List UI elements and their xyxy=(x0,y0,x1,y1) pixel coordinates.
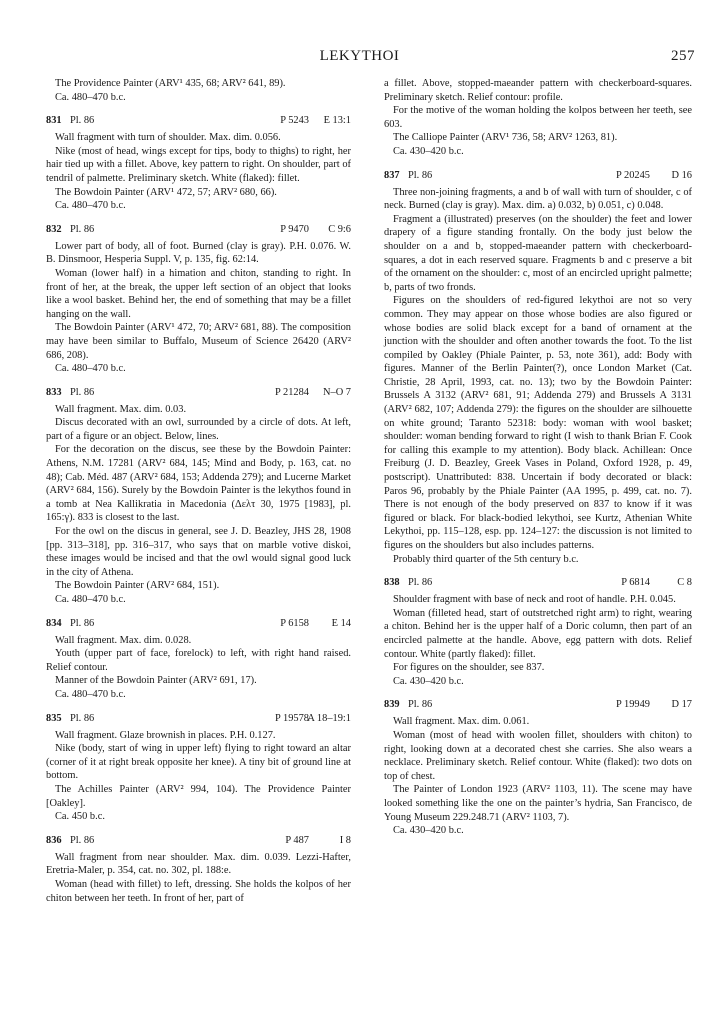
catalogue-entry xyxy=(46,834,351,905)
entry-header xyxy=(46,223,351,237)
running-title: LEKYTHOI xyxy=(319,48,400,64)
intro-date: Ca. 480–470 b.c. xyxy=(55,91,126,103)
grid-location: E 14 xyxy=(331,617,351,629)
entry-header xyxy=(46,712,351,726)
grid-location: I 8 xyxy=(339,834,351,846)
inventory-number: P 5243 xyxy=(280,115,309,127)
entry-paragraph: Woman (filleted head, start of outstretched right arm) to right, wearing a chiton. Behind her is the upper half of a Doric column, then part of an encircled palmette at the handle. Above, egg pattern with dots. Relief contour. White (partly flaked): fillet. xyxy=(384,607,692,660)
plate-reference: Pl. 86 xyxy=(70,617,95,629)
entry-paragraph: Three non-joining fragments, a and b of wall with turn of shoulder, c of neck. Burned (clay is gray). Max. dim. a) 0.032, b) 0.051, c) 0.048. xyxy=(384,186,692,212)
entry-date: Ca. 480–470 b.c. xyxy=(55,363,126,375)
entry-paragraph: For figures on the shoulder, see 837. xyxy=(393,662,545,674)
entry-header xyxy=(46,834,351,848)
catalogue-number: 839 xyxy=(384,699,400,711)
grid-location: D 17 xyxy=(671,699,692,711)
grid-location: N–O 7 xyxy=(323,386,351,398)
page-number: 257 xyxy=(671,48,695,64)
entry-paragraph: Wall fragment from near shoulder. Max. dim. 0.039. Lezzi-Hafter, Eretria-Maler, p. 354, cat. no. 302, pl. 188:e. xyxy=(46,851,351,877)
catalogue-entry xyxy=(384,698,692,837)
catalogue-number: 832 xyxy=(46,223,62,235)
plate-reference: Pl. 86 xyxy=(70,115,95,127)
entry-paragraph: The Bowdoin Painter (ARV² 684, 151). xyxy=(55,580,220,592)
plate-reference: Pl. 86 xyxy=(70,834,95,846)
entry-paragraph: Wall fragment. Max. dim. 0.061. xyxy=(393,716,530,728)
entry-header xyxy=(384,576,692,590)
entry-date: Ca. 480–470 b.c. xyxy=(55,200,126,212)
grid-location: A 18–19:1 xyxy=(307,712,351,724)
grid-location: C 8 xyxy=(677,577,692,589)
plate-reference: Pl. 86 xyxy=(408,169,433,181)
catalogue-number: 831 xyxy=(46,115,62,127)
entry-paragraph: Figures on the shoulders of red-figured lekythoi are not so very common. They may appear on those whose bodies are also figured or whose bodies are solid black except for a band of ornament at the junction with the shoulder and often another towards the foot. To the list compiled by Oakley (Phiale Painter, p. 53, note 361), add: Body with figures. Manner of the Berlin Painter(?), once London Market (Cat. Christie, 28 April, 1993, cat. no. 13); two by the Bowdoin Painter: Brussels A 3132 (ARV² 681, 91; Addenda 279) and Brussels A 3131 (ARV² 682, 107; Addenda 279): the figures on the shoulder are silhouette on white ground; Taranto 52318: body: woman with wool basket; shoulder: woman bending forward to right (I wish to thank Brian F. Cook for calling this example to my attention). Body black. Achillean: Once Freiburg (J. D. Beazley, Greek Vases in Poland, Oxford 1928, p. 49, postscript). Unattributed: 838. Uncertain if body decorated or black: Paros 96, probably by the Phiale Painter (AA 1995, p. 499, cat. no. 7). There is not enough of the body preserved on 837 to know if it was figured or black. For black-bodied lekythoi, see Kurtz, Athenian White Lekythoi, pp. 115–128, esp. pp. 124–127: the discussion is not limited to figures on the shoulders but also includes patterns. xyxy=(384,295,692,551)
plate-reference: Pl. 86 xyxy=(70,223,95,235)
entry-paragraph: Wall fragment. Glaze brownish in places. P.H. 0.127. xyxy=(55,729,276,741)
entry-paragraph: Woman (most of head with woolen fillet, shoulders with chiton) to right, looking down at a decorated chest she carries. She also wears a necklace. Preliminary sketch. Relief contour. White (flaked): two dots on top of chest. xyxy=(384,729,692,782)
catalogue-entry xyxy=(46,386,351,607)
entry-paragraph: For the decoration on the discus, see these by the Bowdoin Painter: Athens, N.M. 17281 (ARV² 684, 145; Mind and Body, p. 163, cat. no 48); Cab. Méd. 487 (ARV² 684, 153; Addenda 279); and Lucerne Market (ARV² 684, 156). Surely by the Bowdoin Painter is the lekythos found in a tomb at Nea Kallikratia in Macedonia (Δελτ 30, 1975 [1983], pl. 165:γ). 833 is closest to the last. xyxy=(46,444,351,524)
inventory-number: P 21284 xyxy=(275,386,309,398)
entry-header xyxy=(46,617,351,631)
grid-location: C 9:6 xyxy=(328,223,351,235)
inventory-number: P 19578 xyxy=(275,712,309,724)
running-head xyxy=(0,48,719,68)
intro-attribution: The Providence Painter (ARV¹ 435, 68; ARV² 641, 89). xyxy=(55,78,286,89)
entry-paragraph: The Bowdoin Painter (ARV¹ 472, 57; ARV² 680, 66). xyxy=(55,186,277,198)
entry-paragraph: Wall fragment. Max. dim. 0.03. xyxy=(55,403,187,415)
entry-paragraph: Woman (head with fillet) to left, dressing. She holds the kolpos of her chiton between her teeth. In front of her, part of xyxy=(46,878,351,904)
catalogue-entry xyxy=(384,169,692,567)
entry-paragraph: Nike (body, start of wing in upper left) flying to right toward an altar (corner of it at right break opposite her knee). A tiny bit of ground line at bottom. xyxy=(46,743,351,782)
catalogue-entry xyxy=(46,712,351,824)
entry-header xyxy=(384,169,692,183)
entry-paragraph: Probably third quarter of the 5th century b.c. xyxy=(393,553,579,565)
continuation-paragraph: The Calliope Painter (ARV¹ 736, 58; ARV² 1263, 81). xyxy=(393,132,618,144)
entry-header xyxy=(46,386,351,400)
catalogue-number: 834 xyxy=(46,617,62,629)
continuation-date: Ca. 430–420 b.c. xyxy=(393,145,464,157)
plate-reference: Pl. 86 xyxy=(70,712,95,724)
plate-reference: Pl. 86 xyxy=(70,386,95,398)
inventory-number: P 6814 xyxy=(621,577,650,589)
entry-date: Ca. 480–470 b.c. xyxy=(55,594,126,605)
entry-paragraph: Fragment a (illustrated) preserves (on the shoulder) the feet and lower drapery of a figure standing frontally. On the body just below the shoulder on a and b, stopped-maeander pattern with checkerboard-squares, a dot in each reserved square. Fragments b and c preserve a bit of the ornament on the shoulder: c, most of an encircled upright palmette; b, parts of two fronds. xyxy=(384,213,692,293)
catalogue-number: 838 xyxy=(384,577,400,589)
plate-reference: Pl. 86 xyxy=(408,577,433,589)
grid-location: D 16 xyxy=(671,169,692,181)
catalogue-entry xyxy=(46,223,351,376)
entry-paragraph: The Bowdoin Painter (ARV¹ 472, 70; ARV² 681, 88). The composition may have been similar to Buffalo, Museum of Science 26420 (ARV² 686, 208). xyxy=(46,322,351,361)
catalogue-number: 833 xyxy=(46,386,62,398)
catalogue-entry xyxy=(46,617,351,702)
entry-paragraph: Manner of the Bowdoin Painter (ARV² 691, 17). xyxy=(55,675,257,687)
entry-paragraph: Wall fragment with turn of shoulder. Max. dim. 0.056. xyxy=(55,132,281,144)
entry-header xyxy=(384,698,692,712)
catalogue-entry xyxy=(46,114,351,213)
entry-paragraph: Nike (most of head, wings except for tips, body to thighs) to right, her hair tied up with a fillet. Above, key pattern to right. On shoulder, part of tendril of palmette. Preliminary sketch. White (flaked): fillet. xyxy=(46,145,351,184)
continuation-paragraph: a fillet. Above, stopped-maeander pattern with checkerboard-squares. Preliminary sketch. Relief contour: profile. xyxy=(384,78,692,103)
entry-paragraph: Discus decorated with an owl, surrounded by a circle of dots. At left, part of a figure or an object. Below, lines. xyxy=(46,417,351,442)
catalogue-number: 835 xyxy=(46,712,62,724)
entry-paragraph: Woman (lower half) in a himation and chiton, standing to right. In front of her, at the break, the upper left section of an object that looks like a wool basket. Behind her, the end of something that may be a fillet hanging on the wall. xyxy=(46,267,351,320)
inventory-number: P 19949 xyxy=(616,699,650,711)
catalogue-number: 836 xyxy=(46,834,62,846)
catalogue-entry xyxy=(384,576,692,688)
inventory-number: P 487 xyxy=(285,834,309,846)
entry-date: Ca. 480–470 b.c. xyxy=(55,688,126,700)
entry-paragraph: Wall fragment. Max. dim. 0.028. xyxy=(55,634,192,646)
entry-paragraph: Youth (upper part of face, forelock) to left, with right hand raised. Relief contour. xyxy=(46,648,351,673)
entry-paragraph: Lower part of body, all of foot. Burned (clay is gray). P.H. 0.076. W. B. Dinsmoor, Hesperia Suppl. V, p. 135, fig. 62:14. xyxy=(46,240,351,266)
entry-paragraph: The Achilles Painter (ARV² 994, 104). The Providence Painter [Oakley]. xyxy=(46,783,351,809)
entry-paragraph: The Painter of London 1923 (ARV² 1103, 11). The scene may have looked something like the one on the painter’s hydria, San Francisco, de Young Museum 229.248.71 (ARV² 1103, 7). xyxy=(384,784,692,823)
entry-date: Ca. 430–420 b.c. xyxy=(393,675,464,687)
left-column xyxy=(46,77,351,905)
right-column xyxy=(384,77,692,838)
entry-paragraph: For the owl on the discus in general, see J. D. Beazley, JHS 28, 1908 [pp. 313–318], pp. 316–317, who says that on marble votive diskoi, these images would be incised and that the owl would signal good luck in the city of Athena. xyxy=(46,526,351,578)
entry-date: Ca. 430–420 b.c. xyxy=(393,825,464,837)
continuation-paragraph: For the motive of the woman holding the kolpos between her teeth, see 603. xyxy=(384,105,692,130)
entry-header xyxy=(46,114,351,128)
inventory-number: P 6158 xyxy=(280,617,309,629)
entry-paragraph: Shoulder fragment with base of neck and root of handle. P.H. 0.045. xyxy=(393,594,676,606)
inventory-number: P 9470 xyxy=(280,223,309,235)
grid-location: E 13:1 xyxy=(323,115,351,127)
catalogue-number: 837 xyxy=(384,169,400,181)
inventory-number: P 20245 xyxy=(616,169,650,181)
plate-reference: Pl. 86 xyxy=(408,699,433,711)
entry-date: Ca. 450 b.c. xyxy=(55,811,105,823)
